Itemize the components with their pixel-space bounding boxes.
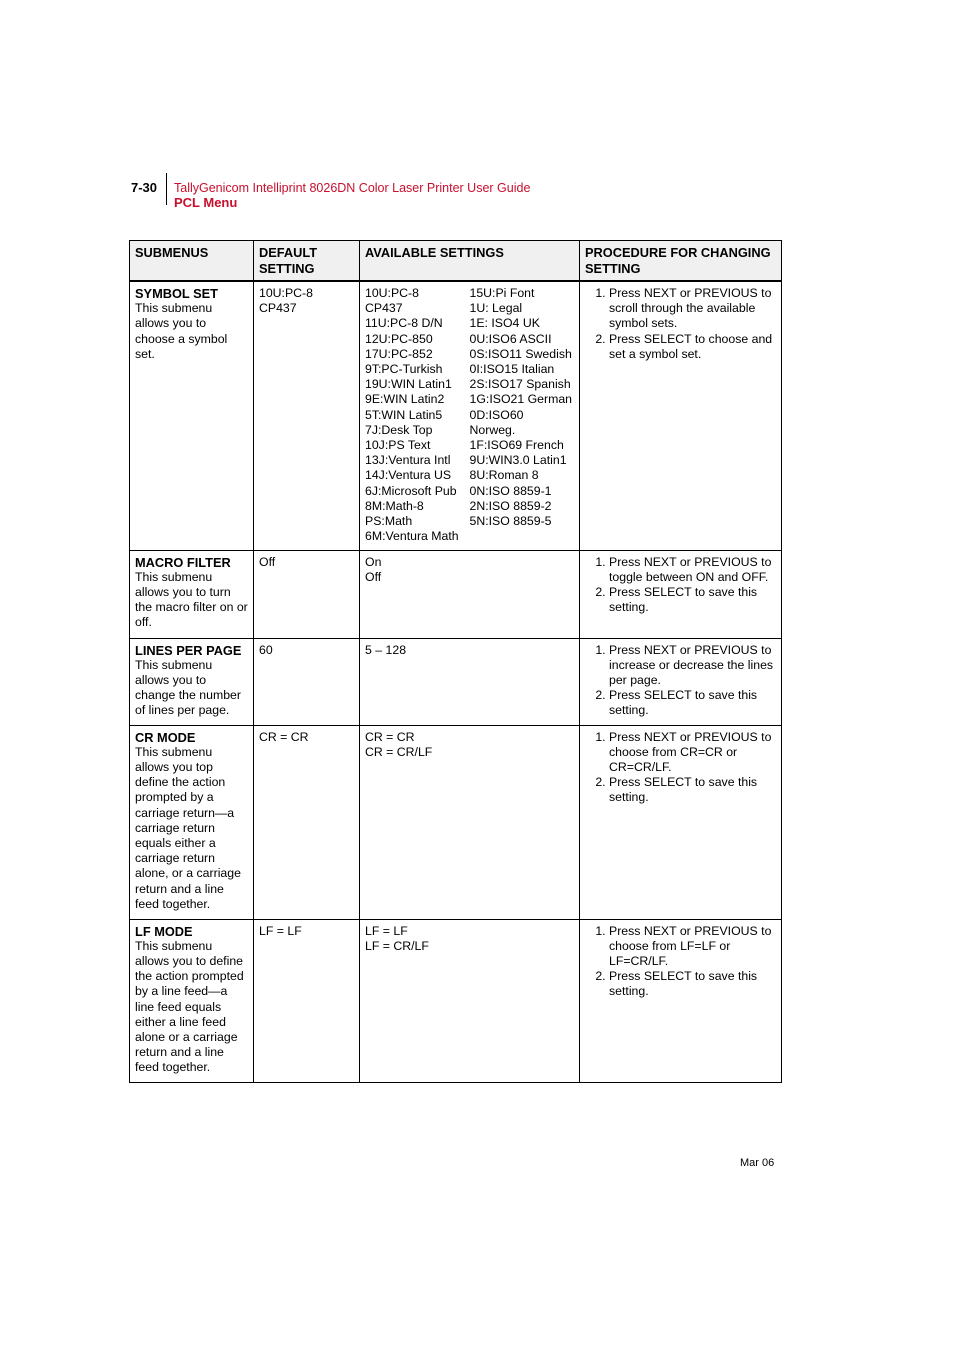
available-value: 1G:ISO21 German (469, 392, 573, 407)
available-cell (360, 281, 580, 550)
available-value: LF = CR/LF (365, 938, 429, 953)
procedure-step: 1. Press NEXT or PREVIOUS to toggle between ON and OFF. (609, 555, 776, 585)
available-value: 11U:PC-8 D/N (365, 316, 443, 331)
available-cell (360, 725, 580, 919)
page-number: 7-30 (131, 180, 158, 195)
available-value: 14J:Ventura US (365, 468, 452, 483)
default-value: 60 (259, 642, 273, 657)
available-value: 0N:ISO 8859-1 (469, 483, 552, 498)
procedure-step: 2. Press SELECT to save this setting. (609, 775, 776, 805)
procedure-step: 2. Press SELECT to choose and set a symbol set. (609, 332, 776, 362)
procedure-steps (585, 555, 776, 616)
default-cell (254, 638, 360, 725)
submenu-description: This submenu allows you to change the number of lines per page. (135, 657, 241, 718)
available-value: CR = CR/LF (365, 744, 433, 759)
procedure-step: 1. Press NEXT or PREVIOUS to choose from CR=CR or CR=CR/LF. (609, 730, 776, 776)
header-divider (166, 173, 167, 205)
submenu-title: CR MODE (135, 729, 196, 745)
available-value: LF = LF (365, 923, 408, 938)
available-value: 0U:ISO6 ASCII (469, 331, 552, 346)
available-value: 12U:PC-850 (365, 331, 433, 346)
submenu-title: MACRO FILTER (135, 554, 231, 570)
available-value: 1E: ISO4 UK (469, 316, 540, 331)
available-value: 1U: Legal (469, 301, 523, 316)
available-value: 0I:ISO15 Italian (469, 362, 555, 377)
available-value: 2N:ISO 8859-2 (469, 498, 552, 513)
column-header: AVAILABLE SETTINGS (360, 241, 580, 282)
available-value: 13J:Ventura Intl (365, 453, 451, 468)
default-value: Off (259, 554, 276, 569)
submenu-description: This submenu allows you to turn the macro filter on or off. (135, 569, 248, 630)
column-header: SUBMENUS (130, 241, 254, 282)
available-value: 8M:Math-8 (365, 498, 424, 513)
submenu-title: LINES PER PAGE (135, 642, 242, 658)
available-value: 0D:ISO60 (469, 407, 524, 422)
procedure-step: 2. Press SELECT to save this setting. (609, 585, 776, 615)
default-cell (254, 919, 360, 1082)
submenu-title: SYMBOL SET (135, 286, 218, 301)
available-value: 17U:PC-852 (365, 346, 433, 361)
procedure-cell (580, 725, 782, 919)
submenu-cell (130, 919, 254, 1082)
submenu-cell (130, 550, 254, 638)
procedure-steps (585, 643, 776, 719)
footer-date: Mar 06 (740, 1157, 775, 1169)
default-cell (254, 725, 360, 919)
available-list-right (470, 286, 575, 544)
submenu-cell (130, 281, 254, 550)
table-row (130, 638, 782, 725)
available-value: PS:Math (365, 514, 413, 529)
available-value: 15U:Pi Font (469, 286, 535, 300)
available-value: 9U:WIN3.0 Latin1 (469, 453, 567, 468)
submenu-description: This submenu allows you to define the action prompted by a line feed—a line feed equals either a line feed alone or a carriage return and a line feed together. (135, 938, 244, 1075)
available-cell (360, 919, 580, 1082)
default-cell (254, 281, 360, 550)
procedure-step: 2. Press SELECT to save this setting. (609, 969, 776, 999)
default-value: CP437 (259, 301, 297, 316)
column-header: DEFAULT SETTING (254, 241, 360, 282)
available-value: 10U:PC-8 (365, 286, 419, 300)
available-value: On (365, 554, 382, 569)
procedure-cell (580, 638, 782, 725)
default-value: 10U:PC-8 (259, 286, 313, 300)
available-value: 7J:Desk Top (365, 422, 433, 437)
pcl-menu-table (129, 240, 782, 1083)
available-value: 5T:WIN Latin5 (365, 407, 443, 422)
procedure-steps (585, 924, 776, 1000)
available-value: 1F:ISO69 French (469, 438, 564, 453)
submenu-title: LF MODE (135, 923, 193, 939)
table-row (130, 281, 782, 550)
available-value: 19U:WIN Latin1 (365, 377, 452, 392)
column-header: PROCEDURE FOR CHANGING SETTING (580, 241, 782, 282)
available-cell (360, 550, 580, 638)
table-row (130, 550, 782, 638)
submenu-cell (130, 638, 254, 725)
available-value: 10J:PS Text (365, 438, 431, 453)
available-list-left (365, 286, 470, 544)
available-value: 8U:Roman 8 (469, 468, 539, 483)
available-value: CR = CR (365, 729, 415, 744)
procedure-step: 1. Press NEXT or PREVIOUS to choose from LF=LF or LF=CR/LF. (609, 924, 776, 970)
submenu-description: This submenu allows you to choose a symbol set. (135, 301, 228, 361)
available-cell (360, 638, 580, 725)
available-value: 2S:ISO17 Spanish (469, 377, 571, 392)
procedure-step: 2. Press SELECT to save this setting. (609, 688, 776, 718)
available-value: 6J:Microsoft Pub (365, 483, 457, 498)
available-value: 6M:Ventura Math (365, 529, 459, 544)
document-title: TallyGenicom Intelliprint 8026DN Color Laser Printer User Guide (174, 181, 531, 195)
submenu-description: This submenu allows you top define the action prompted by a carriage return—a carriage return equals either a carriage return alone, or a carriage return and a line feed together. (135, 744, 241, 911)
available-value: 5N:ISO 8859-5 (469, 514, 552, 529)
procedure-step: 1. Press NEXT or PREVIOUS to scroll through the available symbol sets. (609, 286, 776, 332)
default-value: CR = CR (259, 729, 309, 744)
procedure-cell (580, 281, 782, 550)
section-title: PCL Menu (174, 195, 238, 210)
available-value: Norweg. (469, 422, 516, 437)
table-header-row (130, 241, 782, 282)
available-value: 9T:PC-Turkish (365, 362, 443, 377)
procedure-cell (580, 550, 782, 638)
available-value: Off (365, 569, 382, 584)
procedure-steps (585, 286, 776, 362)
submenu-cell (130, 725, 254, 919)
procedure-cell (580, 919, 782, 1082)
available-value: 5 – 128 (365, 642, 407, 657)
procedure-step: 1. Press NEXT or PREVIOUS to increase or decrease the lines per page. (609, 643, 776, 689)
table-row (130, 919, 782, 1082)
procedure-steps (585, 730, 776, 806)
table-row (130, 725, 782, 919)
default-cell (254, 550, 360, 638)
available-value: 0S:ISO11 Swedish (469, 346, 572, 361)
default-value: LF = LF (259, 923, 302, 938)
available-value: CP437 (365, 301, 403, 316)
available-value: 9E:WIN Latin2 (365, 392, 445, 407)
